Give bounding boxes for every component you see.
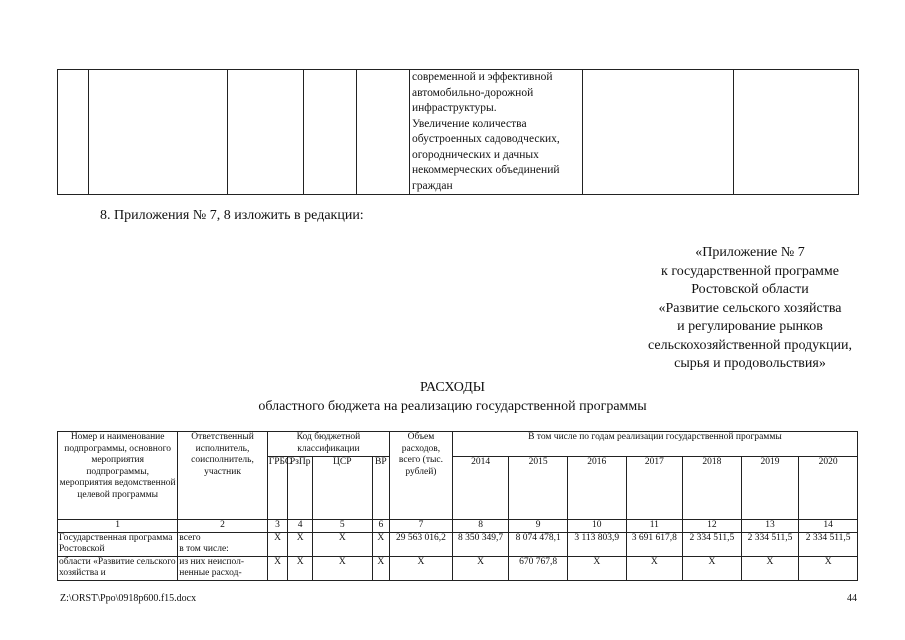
- header-csr: ЦСР: [312, 457, 372, 520]
- header-rzpr: РзПр: [288, 457, 313, 520]
- row-year-value: 2 334 511,5: [741, 532, 799, 556]
- header-name: Номер и наименование подпрограммы, основного мероприятия подпрограммы, мероприятия ведомственной целевой программы: [58, 432, 178, 520]
- continuation-table: [57, 69, 859, 195]
- column-number: 1: [58, 520, 178, 533]
- table-row: [58, 556, 858, 580]
- table-cell-text: [410, 70, 583, 195]
- row-year-value: X: [626, 556, 683, 580]
- header-vr: ВР: [372, 457, 389, 520]
- row-total: X: [390, 556, 453, 580]
- row-executor: всего в том числе:: [178, 532, 267, 556]
- row-rzpr: X: [288, 556, 313, 580]
- cell-line: граждан: [412, 179, 453, 192]
- annex-line: Ростовской области: [691, 282, 809, 297]
- row-year-value: X: [683, 556, 742, 580]
- row-year-value: 8 350 349,7: [452, 532, 509, 556]
- column-number: 13: [741, 520, 799, 533]
- header-code: Код бюджетной классификации: [267, 432, 389, 457]
- cell-line: огороднических и дачных: [412, 148, 539, 161]
- header-years-group: В том числе по годам реализации государственной программы: [452, 432, 857, 457]
- row-rzpr: X: [288, 532, 313, 556]
- annex-line: и регулирование рынков: [677, 319, 823, 334]
- row-total: 29 563 016,2: [390, 532, 453, 556]
- table-cell: [89, 70, 228, 195]
- row-year-value: 8 074 478,1: [509, 532, 568, 556]
- column-number: 4: [288, 520, 313, 533]
- row-csr: X: [312, 556, 372, 580]
- column-number: 2: [178, 520, 267, 533]
- header-year: 2016: [567, 457, 626, 520]
- footer-page-number: 44: [847, 593, 857, 604]
- table-cell: [734, 70, 859, 195]
- header-year: 2020: [799, 457, 858, 520]
- row-csr: X: [312, 532, 372, 556]
- row-executor: из них неиспол-ненные расход-: [178, 556, 267, 580]
- row-grbs: X: [267, 532, 288, 556]
- column-number: 6: [372, 520, 389, 533]
- row-vr: X: [372, 532, 389, 556]
- column-number: 10: [567, 520, 626, 533]
- column-number: 5: [312, 520, 372, 533]
- header-executor: Ответственный исполнитель, соисполнитель, участник: [178, 432, 267, 520]
- row-year-value: X: [567, 556, 626, 580]
- row-name: области «Развитие сельского хозяйства и: [58, 556, 178, 580]
- header-grbs: ГРБС: [267, 457, 288, 520]
- table-row: [58, 70, 859, 195]
- document-subtitle: областного бюджета на реализацию государственной программы: [258, 399, 647, 414]
- header-volume: Объем расходов, всего (тыс. рублей): [390, 432, 453, 520]
- cell-line: современной и эффективной: [412, 71, 553, 83]
- table-cell: [58, 70, 89, 195]
- footer-file-path: Z:\ORST\Ppo\0918p600.f15.docx: [60, 593, 197, 604]
- document-title: РАСХОДЫ: [420, 380, 485, 395]
- table-cell: [583, 70, 734, 195]
- column-number: 11: [626, 520, 683, 533]
- header-year: 2018: [683, 457, 742, 520]
- amendment-paragraph: 8. Приложения № 7, 8 изложить в редакции:: [100, 208, 364, 223]
- row-year-value: X: [799, 556, 858, 580]
- annex-header: [620, 244, 880, 374]
- annex-line: «Развитие сельского хозяйства: [658, 300, 842, 316]
- cell-line: автомобильно-дорожной: [412, 86, 534, 99]
- table-row: [58, 532, 858, 556]
- budget-table: [57, 431, 858, 581]
- header-row: [58, 432, 858, 457]
- row-year-value: 670 767,8: [509, 556, 568, 580]
- row-year-value: 3 113 803,9: [567, 532, 626, 556]
- column-number: 12: [683, 520, 742, 533]
- column-number-row: [58, 520, 858, 533]
- annex-line: к государственной программе: [661, 263, 839, 279]
- cell-line: обустроенных садоводческих,: [412, 133, 560, 145]
- table-cell: [357, 70, 410, 195]
- row-year-value: X: [452, 556, 509, 580]
- header-year: 2014: [452, 457, 509, 520]
- cell-line: Увеличение количества: [412, 117, 527, 130]
- annex-line: сырья и продовольствия»: [674, 356, 826, 371]
- row-year-value: X: [741, 556, 799, 580]
- cell-line: инфраструктуры.: [412, 102, 497, 114]
- header-year: 2017: [626, 457, 683, 520]
- table-cell: [228, 70, 304, 195]
- row-year-value: 3 691 617,8: [626, 532, 683, 556]
- row-name: Государственная программа Ростовской: [58, 532, 178, 556]
- row-year-value: 2 334 511,5: [683, 532, 742, 556]
- annex-line: сельскохозяйственной продукции,: [648, 337, 852, 353]
- column-number: 3: [267, 520, 288, 533]
- header-year: 2019: [741, 457, 799, 520]
- column-number: 8: [452, 520, 509, 533]
- column-number: 9: [509, 520, 568, 533]
- row-year-value: 2 334 511,5: [799, 532, 858, 556]
- header-year: 2015: [509, 457, 568, 520]
- row-grbs: X: [267, 556, 288, 580]
- table-cell: [304, 70, 357, 195]
- cell-line: некоммерческих объединений: [412, 164, 560, 176]
- annex-line: «Приложение № 7: [695, 245, 805, 260]
- row-vr: X: [372, 556, 389, 580]
- column-number: 7: [390, 520, 453, 533]
- column-number: 14: [799, 520, 858, 533]
